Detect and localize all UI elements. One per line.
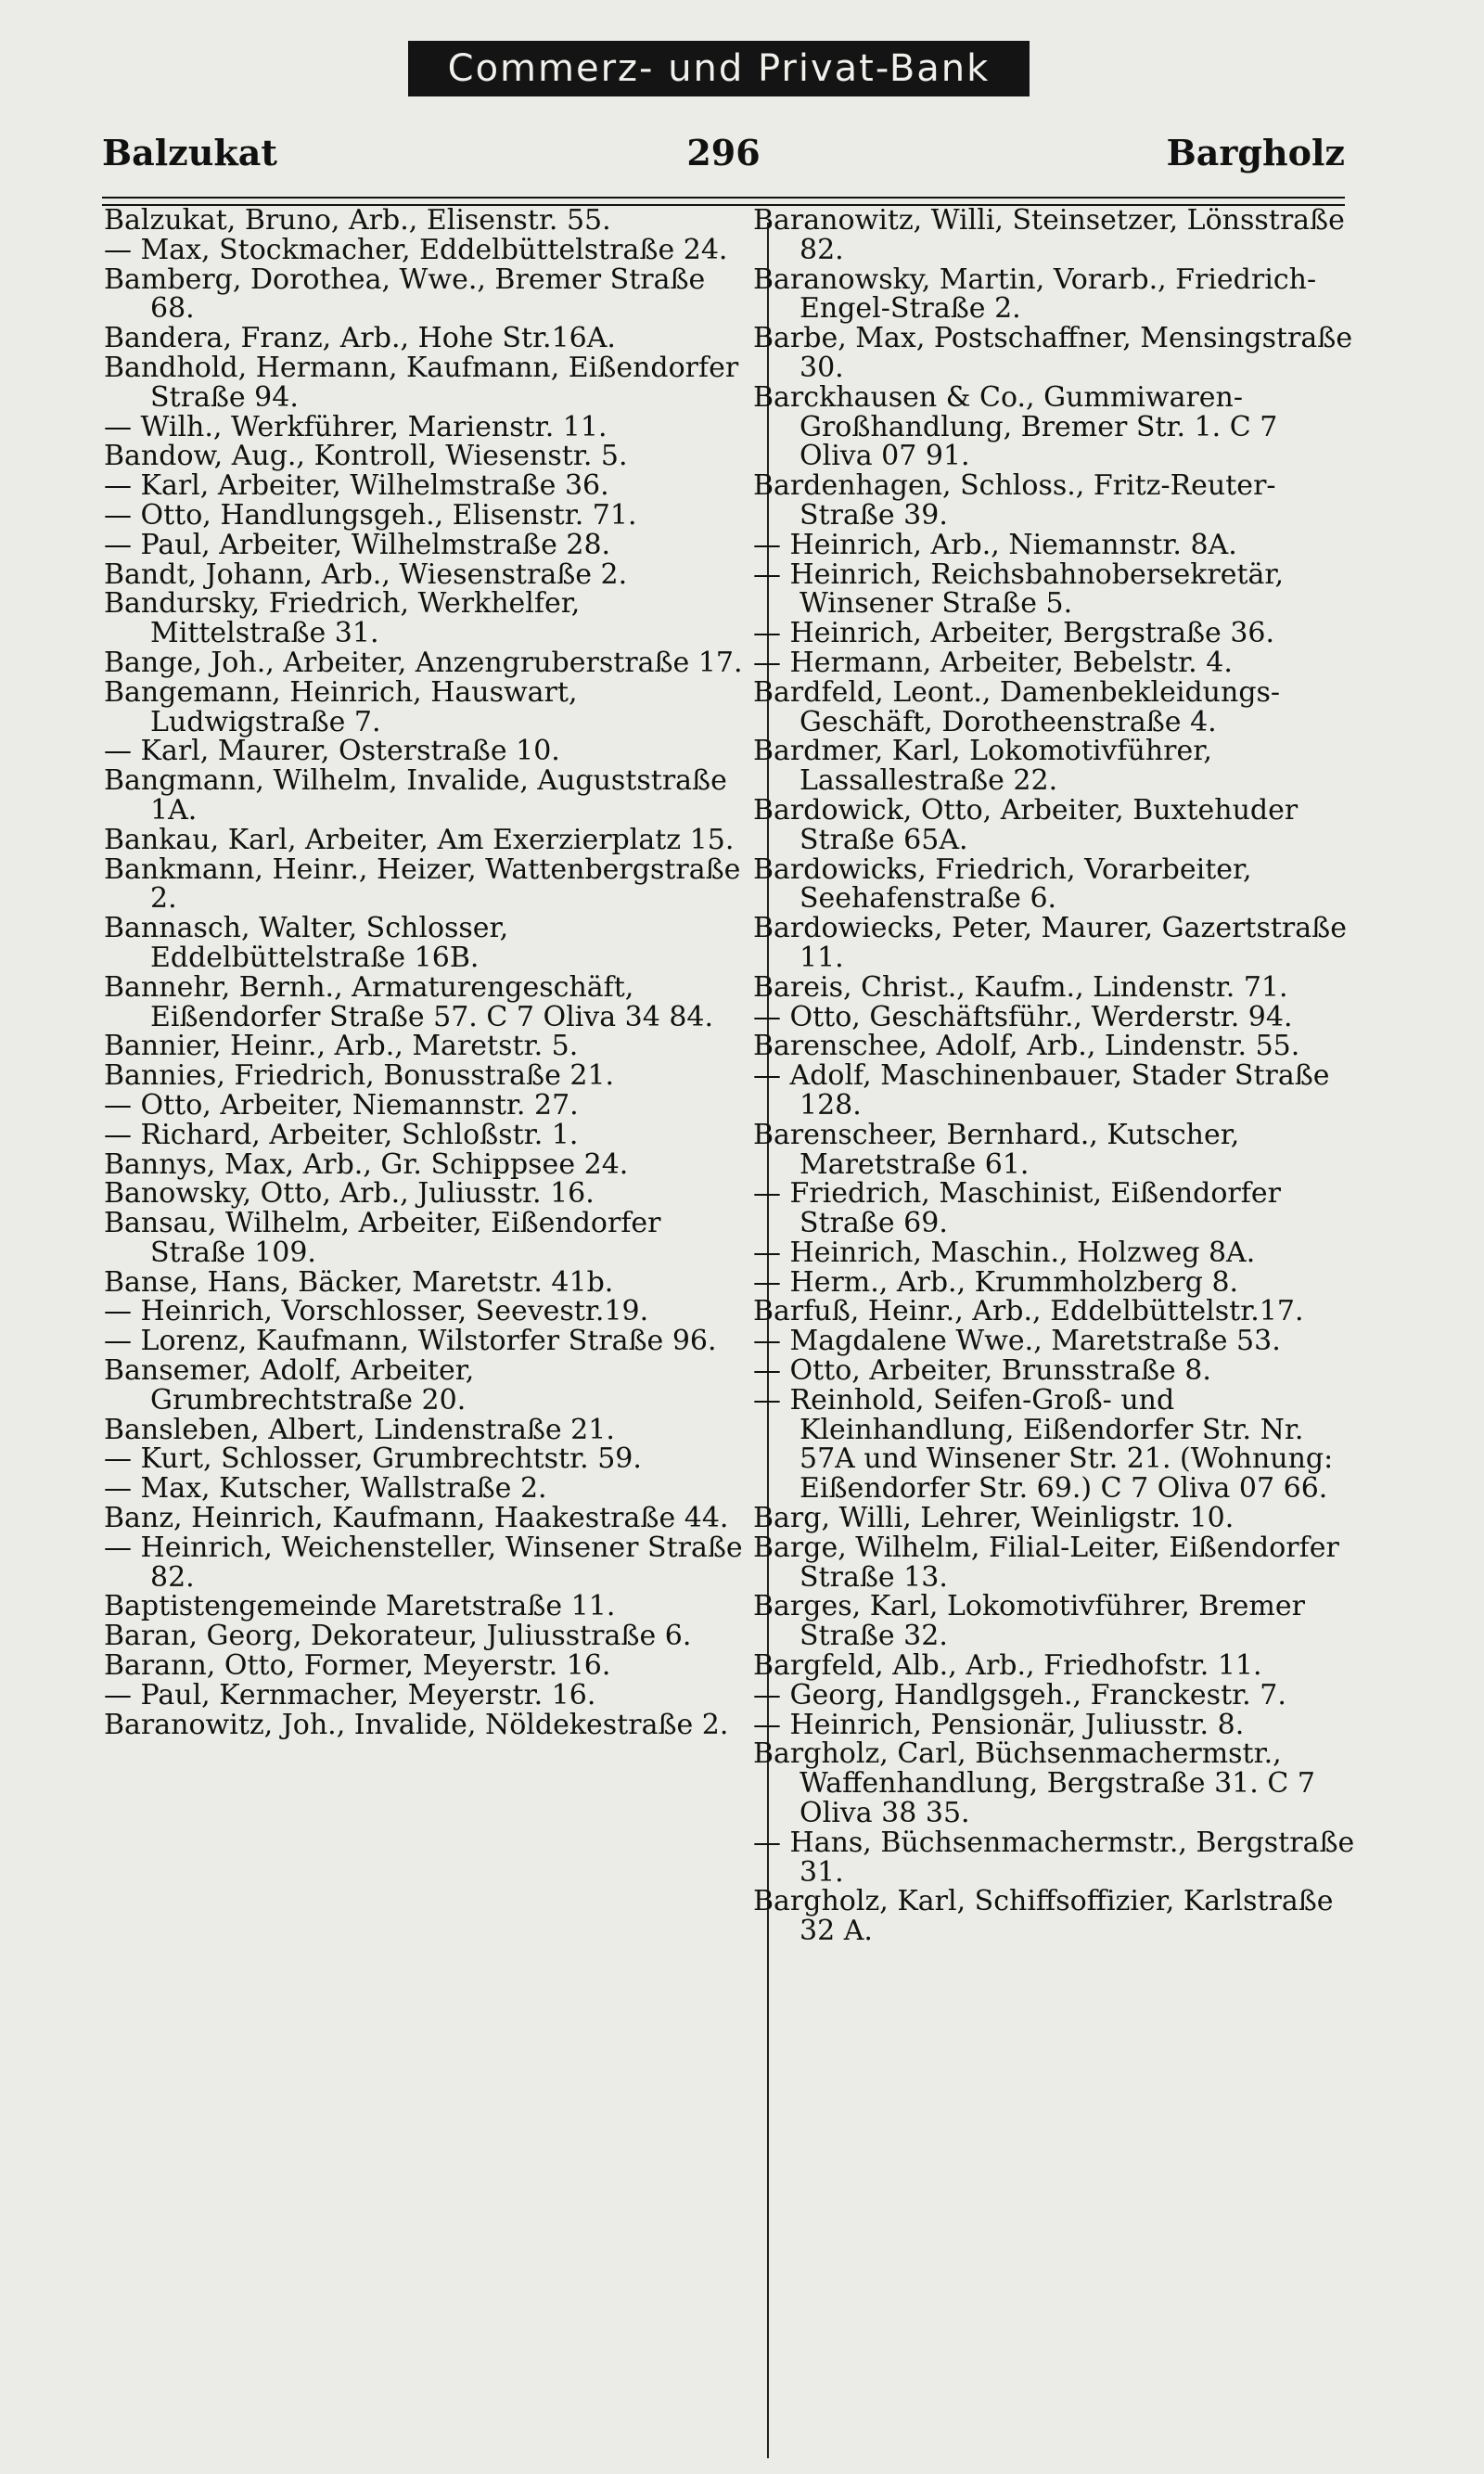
directory-entry: — Kurt, Schlosser, Grumbrechtstr. 59. [104, 1442, 642, 1476]
directory-entry: — Heinrich, Weichensteller, Winsener Straße 82. [104, 1531, 743, 1594]
directory-entry: — Friedrich, Maschinist, Eißendorfer Straße 69. [753, 1177, 1281, 1240]
right-column [753, 206, 1356, 1946]
directory-entry: Bardowiecks, Peter, Maurer, Gazertstraße 11. [753, 912, 1347, 974]
header-rule-top [102, 197, 1345, 199]
directory-entry: Bannies, Friedrich, Bonusstraße 21. [104, 1059, 615, 1093]
directory-entry: Bandursky, Friedrich, Werkhelfer, Mittelstraße 31. [104, 587, 581, 650]
directory-entry: — Wilh., Werkführer, Marienstr. 11. [104, 410, 608, 443]
directory-entry: Barge, Wilhelm, Filial-Leiter, Eißendorfer Straße 13. [753, 1531, 1339, 1594]
directory-entry: Bannys, Max, Arb., Gr. Schippsee 24. [104, 1147, 629, 1181]
directory-entry: Bange, Joh., Arbeiter, Anzengruberstraße 17. [104, 646, 743, 679]
directory-entry: Bangmann, Wilhelm, Invalide, Auguststraße 1A. [104, 764, 727, 827]
directory-entry: Bansau, Wilhelm, Arbeiter, Eißendorfer Straße 109. [104, 1207, 661, 1269]
directory-entry: Bannehr, Bernh., Armaturengeschäft, Eißendorfer Straße 57. C 7 Oliva 34 84. [104, 970, 714, 1033]
directory-entry: Bansemer, Adolf, Arbeiter, Grumbrechtstraße 20. [104, 1354, 475, 1416]
directory-entry: — Heinrich, Pensionär, Juliusstr. 8. [753, 1708, 1245, 1741]
directory-entry: — Lorenz, Kaufmann, Wilstorfer Straße 96. [104, 1325, 717, 1358]
header-first-entry: Balzukat [102, 132, 277, 173]
page-number: 296 [686, 132, 761, 173]
directory-entry: Barann, Otto, Former, Meyerstr. 16. [104, 1649, 611, 1683]
directory-entry: Bansleben, Albert, Lindenstraße 21. [104, 1413, 615, 1446]
directory-entry: — Paul, Kernmacher, Meyerstr. 16. [104, 1678, 596, 1711]
directory-entry: — Max, Stockmacher, Eddelbüttelstraße 24. [104, 233, 728, 266]
directory-entry: Bargfeld, Alb., Arb., Friedhofstr. 11. [753, 1649, 1262, 1683]
directory-entry: Bannasch, Walter, Schlosser, Eddelbüttelstraße 16B. [104, 912, 509, 974]
directory-entry: Bandera, Franz, Arb., Hohe Str.16A. [104, 322, 616, 355]
directory-entry: Bardenhagen, Schloss., Fritz-Reuter-Straße 39. [753, 469, 1276, 532]
directory-entry: — Heinrich, Arbeiter, Bergstraße 36. [753, 617, 1275, 650]
directory-entry: — Magdalene Wwe., Maretstraße 53. [753, 1325, 1281, 1358]
directory-entry: — Otto, Arbeiter, Niemannstr. 27. [104, 1088, 579, 1122]
directory-entry: Banz, Heinrich, Kaufmann, Haakestraße 44. [104, 1502, 729, 1535]
page-header [102, 132, 1345, 187]
directory-entry: Bardowicks, Friedrich, Vorarbeiter, Seehafenstraße 6. [753, 852, 1252, 916]
directory-entry: — Georg, Handlgsgeh., Franckestr. 7. [753, 1678, 1286, 1711]
directory-entry: Barfuß, Heinr., Arb., Eddelbüttelstr.17. [753, 1295, 1304, 1328]
directory-entry: Bardmer, Karl, Lokomotivführer, Lassallestraße 22. [753, 735, 1212, 798]
directory-entry: — Heinrich, Arb., Niemannstr. 8A. [753, 528, 1237, 561]
directory-entry: Bandhold, Hermann, Kaufmann, Eißendorfer Straße 94. [104, 351, 739, 414]
directory-entry: Barenschee, Adolf, Arb., Lindenstr. 55. [753, 1030, 1300, 1063]
directory-entry: Barbe, Max, Postschaffner, Mensingstraße 30. [753, 322, 1353, 384]
directory-entry: — Heinrich, Maschin., Holzweg 8A. [753, 1236, 1256, 1269]
directory-entry: — Otto, Handlungsgeh., Elisenstr. 71. [104, 498, 637, 532]
header-last-entry: Bargholz [1166, 132, 1345, 173]
directory-entry: — Karl, Arbeiter, Wilhelmstraße 36. [104, 469, 609, 503]
directory-entry: — Heinrich, Reichsbahnobersekretär, Winsener Straße 5. [753, 558, 1284, 621]
directory-entry: Barges, Karl, Lokomotivführer, Bremer Straße 32. [753, 1590, 1305, 1653]
directory-entry: Bargholz, Carl, Büchsenmachermstr., Waffenhandlung, Bergstraße 31. C 7 Oliva 38 35. [753, 1737, 1315, 1830]
directory-entry: — Otto, Arbeiter, Brunsstraße 8. [753, 1354, 1211, 1388]
directory-entry: Barckhausen & Co., Gummiwaren-Großhandlung, Bremer Str. 1. C 7 Oliva 07 91. [753, 380, 1278, 473]
directory-entry: — Paul, Arbeiter, Wilhelmstraße 28. [104, 528, 611, 561]
directory-entry: Barg, Willi, Lehrer, Weinligstr. 10. [753, 1502, 1235, 1535]
directory-entry: Bareis, Christ., Kaufm., Lindenstr. 71. [753, 970, 1288, 1004]
directory-entry: Bangemann, Heinrich, Hauswart, Ludwigstraße 7. [104, 675, 578, 738]
directory-entry: Bardfeld, Leont., Damenbekleidungs-Geschäft, Dorotheenstraße 4. [753, 675, 1281, 738]
directory-entry: Bankmann, Heinr., Heizer, Wattenbergstraße 2. [104, 852, 741, 916]
directory-entry: — Heinrich, Vorschlosser, Seevestr.19. [104, 1295, 649, 1328]
directory-entry: — Richard, Arbeiter, Schloßstr. 1. [104, 1118, 579, 1151]
directory-entry: — Max, Kutscher, Wallstraße 2. [104, 1472, 547, 1506]
directory-entry: Banse, Hans, Bäcker, Maretstr. 41b. [104, 1265, 614, 1299]
directory-entry: Baranowsky, Martin, Vorarb., Friedrich-Engel-Straße 2. [753, 263, 1317, 326]
directory-entry: — Karl, Maurer, Osterstraße 10. [104, 735, 560, 768]
directory-entry: Bandow, Aug., Kontroll, Wiesenstr. 5. [104, 440, 628, 473]
directory-entry: — Adolf, Maschinenbauer, Stader Straße 128. [753, 1059, 1330, 1122]
directory-entry: — Reinhold, Seifen-Groß- und Kleinhandlung, Eißendorfer Str. Nr. 57A und Winsener Str. 21. (Wohnung: Eißendorfer Str. 69.) C 7 Oliva 07 66. [753, 1383, 1334, 1506]
directory-entry: Bannier, Heinr., Arb., Maretstr. 5. [104, 1030, 579, 1063]
bank-advertisement-banner: Commerz- und Privat-Bank [408, 41, 1030, 96]
directory-entry: Baranowitz, Joh., Invalide, Nöldekestraße 2. [104, 1708, 729, 1741]
directory-entry: Bandt, Johann, Arb., Wiesenstraße 2. [104, 558, 628, 591]
left-column [104, 206, 744, 1739]
directory-entry: Baranowitz, Willi, Steinsetzer, Lönsstraße 82. [753, 204, 1345, 266]
directory-entry: — Hans, Büchsenmachermstr., Bergstraße 31. [753, 1826, 1355, 1889]
directory-entry: Bankau, Karl, Arbeiter, Am Exerzierplatz 15. [104, 823, 735, 856]
directory-entry: Bargholz, Karl, Schiffsoffizier, Karlstraße 32 A. [753, 1885, 1334, 1948]
directory-entry: Barenscheer, Bernhard., Kutscher, Maretstraße 61. [753, 1118, 1240, 1181]
directory-entry: — Hermann, Arbeiter, Bebelstr. 4. [753, 646, 1233, 679]
directory-entry: Bardowick, Otto, Arbeiter, Buxtehuder Straße 65A. [753, 793, 1298, 856]
directory-entry: Balzukat, Bruno, Arb., Elisenstr. 55. [104, 204, 611, 237]
directory-entry: Baptistengemeinde Maretstraße 11. [104, 1590, 616, 1623]
directory-entry: Baran, Georg, Dekorateur, Juliusstraße 6. [104, 1620, 692, 1653]
directory-entry: Bamberg, Dorothea, Wwe., Bremer Straße 68. [104, 263, 706, 326]
directory-entry: — Herm., Arb., Krummholzberg 8. [753, 1265, 1239, 1299]
directory-entry: Banowsky, Otto, Arb., Juliusstr. 16. [104, 1177, 595, 1211]
directory-entry: — Otto, Geschäftsführ., Werderstr. 94. [753, 1000, 1293, 1033]
